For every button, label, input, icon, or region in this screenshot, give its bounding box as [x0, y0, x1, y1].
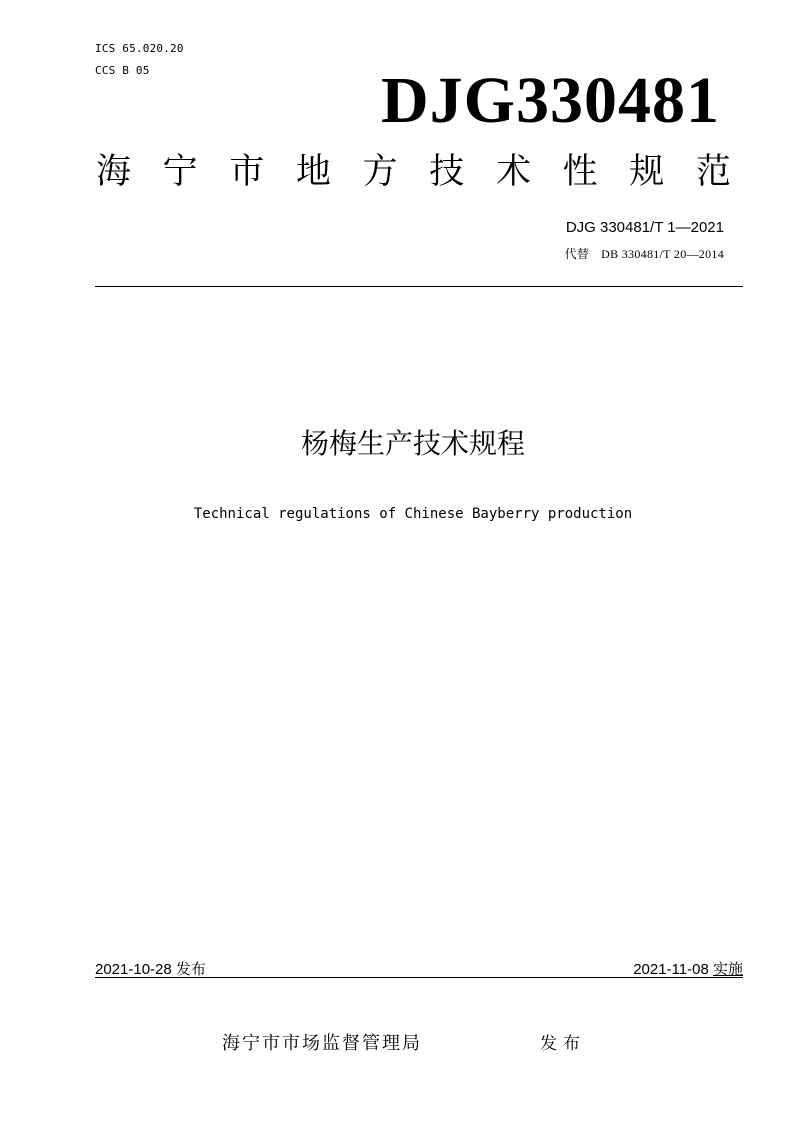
implementation-date-line [633, 958, 743, 979]
spec-type-char: 宁 [162, 152, 198, 192]
ics-code: ICS 65.020.20 [95, 42, 184, 55]
publish-label: 发布 [540, 1034, 586, 1054]
spec-type-char: 技 [429, 152, 465, 192]
spec-type-char: 方 [362, 152, 398, 192]
replaces-line [565, 245, 724, 262]
standard-series-code: DJG330481 [381, 64, 720, 137]
spec-type-char: 地 [295, 152, 331, 192]
publisher-name: 海宁市市场监督管理局 [222, 1033, 422, 1054]
spec-type-char: 性 [562, 152, 598, 192]
spec-type-char: 市 [229, 152, 265, 192]
spec-type-char: 范 [695, 152, 731, 192]
issue-date: 2021-10-28 发布 [95, 961, 206, 978]
spec-type-char: 规 [629, 152, 665, 192]
implementation-date: 2021-11-08 [633, 961, 709, 978]
replaces-label: 代替 [564, 247, 590, 261]
implementation-label: 实施 [712, 961, 743, 978]
standard-number: DJG 330481/T 1—2021 [565, 219, 724, 236]
spec-type-heading [96, 152, 731, 192]
document-title-en: Technical regulations of Chinese Bayberry production [193, 506, 633, 522]
document-title-cn: 杨梅生产技术规程 [300, 427, 525, 460]
ccs-code: CCS B 05 [95, 64, 150, 77]
footer-divider [95, 977, 743, 978]
header-divider [95, 286, 743, 287]
spec-type-char: 术 [495, 152, 531, 192]
spec-type-char: 海 [96, 152, 132, 192]
replaces-number: DB 330481/T 20—2014 [601, 247, 724, 261]
